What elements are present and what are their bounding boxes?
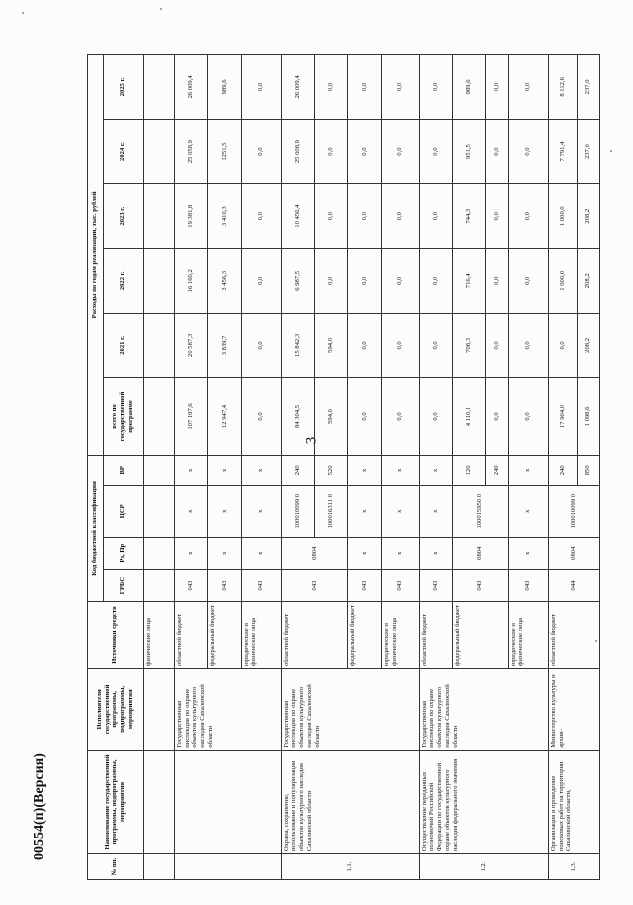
cell-source: областной бюджет <box>548 602 599 669</box>
cell-total: 107 197,6 <box>174 378 207 456</box>
cell-source: юридические и физические лица <box>241 602 281 669</box>
cell-value: 0,0 <box>315 119 348 184</box>
cell-rzpr: x <box>348 537 381 569</box>
document-stamp: 00554(п)(Версия) <box>32 753 47 860</box>
cell-value: 208,2 <box>577 313 599 378</box>
cell-value: 0,0 <box>241 313 281 378</box>
cell-name <box>143 750 174 853</box>
scan-speck <box>610 150 612 152</box>
table-row <box>143 55 174 880</box>
header-kbk: Код бюджетной классификации <box>88 455 104 601</box>
cell-value: 1 000,0 <box>548 248 577 313</box>
cell-value: 1251,5 <box>208 119 241 184</box>
cell-total <box>143 378 174 456</box>
cell-source: областной бюджет <box>281 602 348 669</box>
table-row <box>548 55 577 880</box>
cell-value: 208,2 <box>577 184 599 249</box>
cell-value: 1 000,0 <box>548 184 577 249</box>
cell-value: 0,0 <box>381 55 419 120</box>
cell-value: 0,0 <box>348 248 381 313</box>
header-year: 2022 г. <box>103 248 143 313</box>
header-year: 2024 г. <box>103 119 143 184</box>
cell-value: 0,0 <box>486 313 508 378</box>
cell-value: 3 410,3 <box>208 184 241 249</box>
cell-csr: 100016311 0 <box>315 485 348 537</box>
cell-value: 26 009,4 <box>174 55 207 120</box>
cell-value: 0,0 <box>419 313 452 378</box>
cell-rzpr: 0804 <box>548 537 599 569</box>
cell-value: 0,0 <box>486 248 508 313</box>
cell-value: 0,0 <box>548 313 577 378</box>
cell-value: 0,0 <box>315 55 348 120</box>
cell-source: федеральный бюджет <box>208 602 241 669</box>
cell-name: Организация и проведение поисковых работ на территории Сахалинской области, <box>548 750 599 853</box>
cell-vr: 850 <box>577 455 599 485</box>
cell-csr: x <box>348 485 381 537</box>
cell-total: 1 098,6 <box>577 378 599 456</box>
cell-value: 0,0 <box>381 184 419 249</box>
budget-table-rotated <box>87 54 600 880</box>
header-num: № пп. <box>88 854 144 880</box>
cell-executor: Государственная инспекция по охране объектов культурного наследия Сахалинской области <box>174 668 281 750</box>
cell-value: 20 587,3 <box>174 313 207 378</box>
cell-value: 0,0 <box>508 119 548 184</box>
cell-total: 594,0 <box>315 378 348 456</box>
cell-grbs: 043 <box>281 569 348 601</box>
cell-value: 0,0 <box>241 248 281 313</box>
cell-source: юридические и физические лица <box>508 602 548 669</box>
cell-value: 0,0 <box>486 55 508 120</box>
header-total: всего по государственной программе <box>103 378 143 456</box>
cell-vr: 240 <box>486 455 508 485</box>
cell-rzpr: x <box>174 537 207 569</box>
cell-value: 0,0 <box>241 184 281 249</box>
cell-value: 3 839,7 <box>208 313 241 378</box>
cell-csr: 100015950 0 <box>453 485 509 537</box>
cell-csr: x <box>381 485 419 537</box>
cell-source: областной бюджет <box>419 602 452 669</box>
cell-value <box>143 119 174 184</box>
cell-total: 0,0 <box>381 378 419 456</box>
cell-rzpr: x <box>381 537 419 569</box>
cell-name: Охрана, сохранение, использование и популяризация объектов культурного наследия Сахалинской области <box>281 750 419 853</box>
cell-value: 208,2 <box>577 248 599 313</box>
cell-grbs: 043 <box>348 569 381 601</box>
cell-csr <box>143 485 174 537</box>
cell-value: 0,0 <box>241 55 281 120</box>
header-grbs: ГРБС <box>103 569 143 601</box>
cell-total: 0,0 <box>241 378 281 456</box>
cell-name <box>174 750 281 853</box>
cell-num: 1.2. <box>419 854 548 880</box>
cell-csr: 100010099 0 <box>548 485 599 537</box>
cell-rzpr: x <box>419 537 452 569</box>
cell-value: 594,0 <box>315 313 348 378</box>
cell-value: 0,0 <box>486 184 508 249</box>
cell-csr: x <box>174 485 207 537</box>
cell-rzpr: 0804 <box>453 537 509 569</box>
cell-value: 16 160,2 <box>174 248 207 313</box>
cell-value: 0,0 <box>419 119 452 184</box>
cell-executor <box>143 668 174 750</box>
cell-value: 0,0 <box>508 248 548 313</box>
scan-speck <box>160 8 162 10</box>
cell-grbs: 043 <box>508 569 548 601</box>
header-year: 2023 г. <box>103 184 143 249</box>
header-year: 2021 г. <box>103 313 143 378</box>
cell-csr: x <box>419 485 452 537</box>
cell-vr: x <box>419 455 452 485</box>
cell-value <box>143 248 174 313</box>
cell-grbs: 043 <box>174 569 207 601</box>
cell-value: 0,0 <box>315 184 348 249</box>
cell-value <box>143 55 174 120</box>
cell-value: 0,0 <box>508 184 548 249</box>
cell-vr: 120 <box>453 455 486 485</box>
cell-value: 15 842,3 <box>281 313 314 378</box>
cell-total: 4 110,1 <box>453 378 486 456</box>
cell-value <box>143 184 174 249</box>
cell-value: 3 456,3 <box>208 248 241 313</box>
cell-value: 0,0 <box>348 184 381 249</box>
cell-executor: Министерство культуры и архив- <box>548 668 599 750</box>
cell-value: 26 009,4 <box>281 55 314 120</box>
header-csr: ЦСР <box>103 485 143 537</box>
cell-rzpr: x <box>508 537 548 569</box>
cell-num <box>143 854 174 880</box>
cell-value: 25 008,9 <box>281 119 314 184</box>
header-source: Источники средств <box>88 602 144 669</box>
scan-speck <box>595 640 597 642</box>
cell-source: федеральный бюджет <box>453 602 509 669</box>
cell-rzpr: x <box>241 537 281 569</box>
cell-value: 0,0 <box>381 119 419 184</box>
cell-grbs: 043 <box>381 569 419 601</box>
budget-table <box>87 54 600 880</box>
cell-csr: x <box>508 485 548 537</box>
cell-grbs: 044 <box>548 569 599 601</box>
cell-value: 8 112,6 <box>548 55 577 120</box>
header-expenses: Расходы по годам реализации, тыс. рублей <box>88 55 104 456</box>
cell-source: физические лица <box>143 602 174 669</box>
header-year: 2025 г. <box>103 55 143 120</box>
cell-grbs: 043 <box>419 569 452 601</box>
cell-value: 989,6 <box>453 55 486 120</box>
cell-value <box>143 313 174 378</box>
cell-total: 0,0 <box>348 378 381 456</box>
cell-num <box>174 854 281 880</box>
cell-value: 6 987,5 <box>281 248 314 313</box>
cell-value: 0,0 <box>508 313 548 378</box>
cell-executor: Государственная инспекция по охране объектов культурного наследия Сахалинской области <box>419 668 548 750</box>
cell-value: 0,0 <box>381 248 419 313</box>
cell-source: областной бюджет <box>174 602 207 669</box>
cell-value: 0,0 <box>486 119 508 184</box>
cell-total: 0,0 <box>508 378 548 456</box>
cell-csr: 100010099 0 <box>281 485 314 537</box>
cell-vr: 240 <box>281 455 314 485</box>
table-row <box>174 55 207 880</box>
cell-value: 7 791,4 <box>548 119 577 184</box>
cell-value: 0,0 <box>419 55 452 120</box>
cell-value: 951,5 <box>453 119 486 184</box>
page-number: 3 <box>303 436 320 445</box>
cell-value: 0,0 <box>348 55 381 120</box>
cell-value: 25 058,9 <box>174 119 207 184</box>
cell-value: 237,0 <box>577 119 599 184</box>
cell-grbs: 043 <box>208 569 241 601</box>
cell-value: 0,0 <box>508 55 548 120</box>
cell-value: 0,0 <box>241 119 281 184</box>
cell-value: 0,0 <box>419 248 452 313</box>
cell-rzpr: x <box>208 537 241 569</box>
cell-num: 1.3. <box>548 854 599 880</box>
cell-value: 989,6 <box>208 55 241 120</box>
cell-csr: x <box>208 485 241 537</box>
cell-vr: 240 <box>548 455 577 485</box>
cell-num: 1.1. <box>281 854 419 880</box>
cell-value: 19 381,8 <box>174 184 207 249</box>
cell-vr: x <box>508 455 548 485</box>
scan-speck <box>22 12 24 14</box>
cell-value: 744,3 <box>453 184 486 249</box>
cell-vr: x <box>241 455 281 485</box>
cell-grbs <box>143 569 174 601</box>
cell-vr: x <box>348 455 381 485</box>
cell-value: 10 456,4 <box>281 184 314 249</box>
cell-vr: x <box>208 455 241 485</box>
cell-vr: 520 <box>315 455 348 485</box>
cell-csr: x <box>241 485 281 537</box>
cell-total: 84 304,5 <box>281 378 314 456</box>
cell-value: 0,0 <box>348 119 381 184</box>
header-rzpr: Рз, Пр <box>103 537 143 569</box>
cell-total: 12 947,4 <box>208 378 241 456</box>
cell-source: федеральный бюджет <box>348 602 381 669</box>
cell-vr <box>143 455 174 485</box>
table-row <box>419 55 452 880</box>
cell-executor: Государственная инспекция по охране объектов культурного наследия Сахалинской области <box>281 668 419 750</box>
cell-total: 0,0 <box>486 378 508 456</box>
table-row <box>281 55 314 880</box>
cell-value: 0,0 <box>419 184 452 249</box>
cell-value: 708,3 <box>453 313 486 378</box>
cell-vr: x <box>381 455 419 485</box>
cell-total: 17 904,0 <box>548 378 577 456</box>
cell-rzpr: 0804 <box>281 537 348 569</box>
cell-value: 716,4 <box>453 248 486 313</box>
cell-grbs: 043 <box>453 569 509 601</box>
cell-value: 0,0 <box>348 313 381 378</box>
cell-value: 237,0 <box>577 55 599 120</box>
cell-grbs: 043 <box>241 569 281 601</box>
cell-name: Осуществление переданных полномочий Российской Федерации по государственной охране объектов культурного наследия федерального значения <box>419 750 548 853</box>
cell-value: 0,0 <box>381 313 419 378</box>
header-vr: ВР <box>103 455 143 485</box>
cell-vr: x <box>174 455 207 485</box>
header-name: Наименование государственной программы, подпрограммы, мероприятия <box>88 750 144 853</box>
cell-rzpr <box>143 537 174 569</box>
cell-source: юридические и физические лица <box>381 602 419 669</box>
cell-value: 0,0 <box>315 248 348 313</box>
cell-total: 0,0 <box>419 378 452 456</box>
header-executor: Исполнители государственной программы, подпрограммы, мероприятия <box>88 668 144 750</box>
